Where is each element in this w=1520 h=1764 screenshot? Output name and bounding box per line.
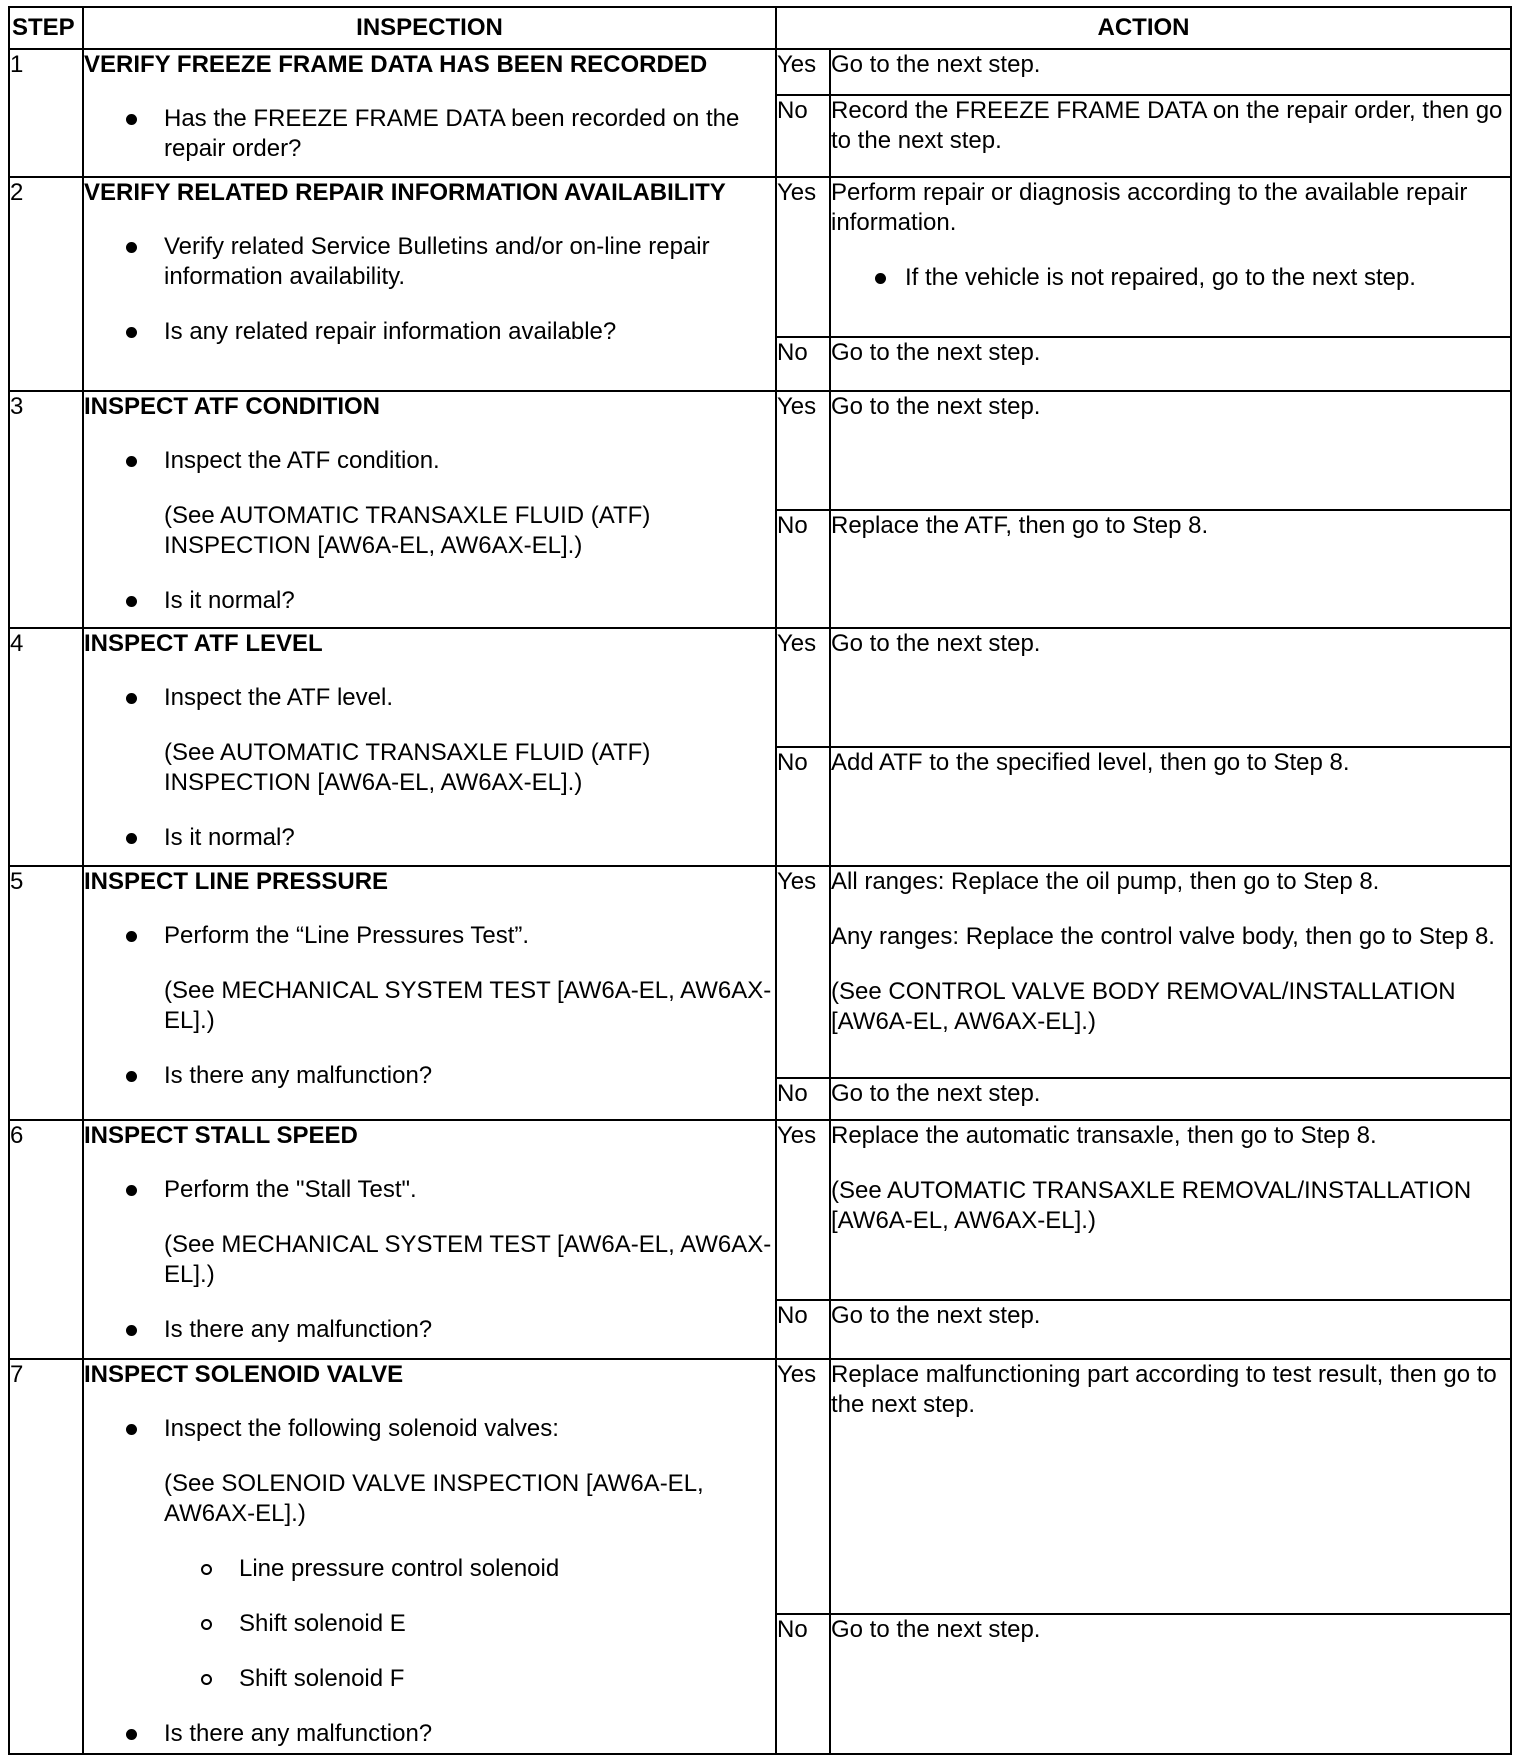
sub-item: Shift solenoid F: [84, 1664, 775, 1694]
inspection-cell: [83, 1359, 776, 1754]
step-number: 1: [9, 49, 83, 177]
diagnostic-table: [8, 6, 1512, 1755]
no-action: [830, 337, 1511, 391]
step-number: 7: [9, 1359, 83, 1754]
inspection-item: Is it normal?: [84, 823, 775, 853]
no-label: No: [776, 1078, 830, 1120]
step-title: INSPECT LINE PRESSURE: [84, 868, 389, 895]
reference-text: (See SOLENOID VALVE INSPECTION [AW6A-EL, AW6AX-EL].): [164, 1470, 704, 1527]
table-header-row: [9, 7, 1511, 49]
table-row-step-5-yes: [9, 866, 1511, 1078]
action-text: Go to the next step.: [831, 630, 1041, 657]
no-action: [830, 510, 1511, 628]
action-text: Replace the automatic transaxle, then go to Step 8.: [831, 1122, 1377, 1149]
action-text: Perform repair or diagnosis according to the available repair information.: [831, 179, 1468, 236]
inspection-cell: [83, 866, 776, 1120]
inspection-cell: [83, 49, 776, 177]
table-row-step-6-yes: [9, 1120, 1511, 1300]
step-title: VERIFY RELATED REPAIR INFORMATION AVAILABILITY: [84, 179, 726, 206]
no-label: No: [776, 337, 830, 391]
yes-action: [830, 177, 1511, 337]
action-text: Replace malfunctioning part according to test result, then go to the next step.: [831, 1361, 1497, 1418]
inspection-item: Is there any malfunction?: [84, 1719, 775, 1749]
yes-label: Yes: [776, 391, 830, 510]
reference-text: (See AUTOMATIC TRANSAXLE FLUID (ATF) INSPECTION [AW6A-EL, AW6AX-EL].): [164, 502, 651, 559]
yes-action: [830, 1120, 1511, 1300]
inspection-item: Is it normal?: [84, 586, 775, 616]
step-column-header: STEP: [9, 7, 83, 49]
table-row-step-3-yes: [9, 391, 1511, 510]
reference-text: (See AUTOMATIC TRANSAXLE FLUID (ATF) INSPECTION [AW6A-EL, AW6AX-EL].): [164, 739, 651, 796]
no-label: No: [776, 1614, 830, 1754]
reference-text: (See MECHANICAL SYSTEM TEST [AW6A-EL, AW6AX-EL].): [164, 1231, 772, 1288]
inspection-item: Has the FREEZE FRAME DATA been recorded on the repair order?: [84, 104, 775, 164]
reference-text: (See MECHANICAL SYSTEM TEST [AW6A-EL, AW6AX-EL].): [164, 977, 772, 1034]
yes-label: Yes: [776, 1359, 830, 1614]
step-number: 6: [9, 1120, 83, 1359]
step-number: 2: [9, 177, 83, 391]
inspection-item: Is there any malfunction?: [84, 1061, 775, 1091]
inspection-item: Inspect the ATF level.: [84, 683, 775, 713]
action-text: Replace the ATF, then go to Step 8.: [831, 512, 1209, 539]
yes-label: Yes: [776, 1120, 830, 1300]
sub-item: Shift solenoid E: [84, 1609, 775, 1639]
action-reference: (See CONTROL VALVE BODY REMOVAL/INSTALLATION [AW6A-EL, AW6AX-EL].): [831, 978, 1456, 1035]
yes-action: [830, 49, 1511, 95]
inspection-item: Is there any malfunction?: [84, 1315, 775, 1345]
action-text: Go to the next step.: [831, 51, 1041, 78]
table-row-step-1-yes: [9, 49, 1511, 95]
action-text: Go to the next step.: [831, 1080, 1041, 1107]
yes-action: [830, 628, 1511, 747]
action-text: Go to the next step.: [831, 393, 1041, 420]
step-number: 4: [9, 628, 83, 866]
inspection-item: Is any related repair information available?: [84, 317, 775, 347]
inspection-item: Inspect the ATF condition.: [84, 446, 775, 476]
yes-label: Yes: [776, 866, 830, 1078]
yes-action: [830, 391, 1511, 510]
step-title: INSPECT ATF CONDITION: [84, 393, 380, 420]
no-action: [830, 1300, 1511, 1359]
yes-action: [830, 1359, 1511, 1614]
inspection-item: Inspect the following solenoid valves:: [84, 1414, 775, 1444]
no-action: [830, 747, 1511, 866]
inspection-cell: [83, 1120, 776, 1359]
yes-label: Yes: [776, 177, 830, 337]
no-label: No: [776, 95, 830, 177]
step-title: INSPECT ATF LEVEL: [84, 630, 323, 657]
inspection-cell: [83, 177, 776, 391]
inspection-cell: [83, 391, 776, 628]
table-row-step-4-yes: [9, 628, 1511, 747]
table-row-step-2-yes: [9, 177, 1511, 337]
step-title: INSPECT STALL SPEED: [84, 1122, 358, 1149]
sub-item: Line pressure control solenoid: [84, 1554, 775, 1584]
no-action: [830, 95, 1511, 177]
no-label: No: [776, 1300, 830, 1359]
action-reference: (See AUTOMATIC TRANSAXLE REMOVAL/INSTALLATION [AW6A-EL, AW6AX-EL].): [831, 1177, 1472, 1234]
action-text: Go to the next step.: [831, 1302, 1041, 1329]
step-title: VERIFY FREEZE FRAME DATA HAS BEEN RECORDED: [84, 51, 708, 78]
inspection-item: Perform the “Line Pressures Test”.: [84, 921, 775, 951]
inspection-item: Perform the "Stall Test".: [84, 1175, 775, 1205]
no-action: [830, 1614, 1511, 1754]
action-text: All ranges: Replace the oil pump, then go to Step 8.: [831, 868, 1380, 895]
yes-label: Yes: [776, 49, 830, 95]
yes-label: Yes: [776, 628, 830, 747]
action-text: Go to the next step.: [831, 1616, 1041, 1643]
step-number: 3: [9, 391, 83, 628]
step-title: INSPECT SOLENOID VALVE: [84, 1361, 404, 1388]
yes-action: [830, 866, 1511, 1078]
no-label: No: [776, 747, 830, 866]
no-label: No: [776, 510, 830, 628]
inspection-item: Verify related Service Bulletins and/or on-line repair information availability.: [84, 232, 775, 292]
action-column-header: ACTION: [776, 7, 1511, 49]
inspection-column-header: INSPECTION: [83, 7, 776, 49]
inspection-cell: [83, 628, 776, 866]
action-text: Add ATF to the specified level, then go to Step 8.: [831, 749, 1350, 776]
action-text: Any ranges: Replace the control valve body, then go to Step 8.: [831, 923, 1495, 950]
action-text: Record the FREEZE FRAME DATA on the repair order, then go to the next step.: [831, 97, 1503, 154]
diagnostic-procedure-sheet: [8, 6, 1510, 1755]
table-row-step-7-yes: [9, 1359, 1511, 1614]
action-bullet: If the vehicle is not repaired, go to the next step.: [831, 263, 1510, 293]
action-text: Go to the next step.: [831, 339, 1041, 366]
no-action: [830, 1078, 1511, 1120]
step-number: 5: [9, 866, 83, 1120]
